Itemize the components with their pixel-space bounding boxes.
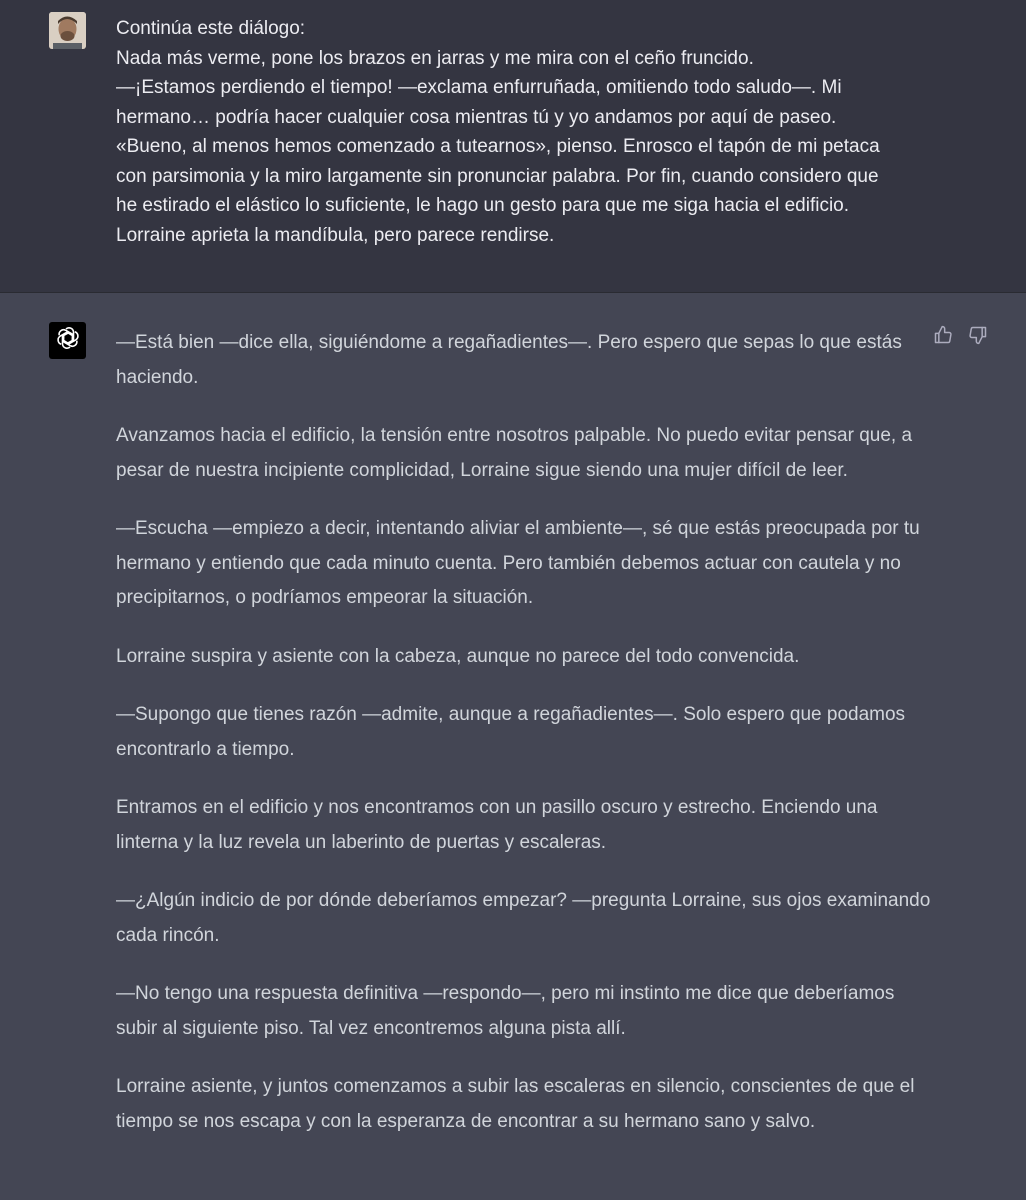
user-message-text <box>116 14 936 250</box>
assistant-paragraph: Avanzamos hacia el edificio, la tensión entre nosotros palpable. No puedo evitar pensar que, a pesar de nuestra incipiente complicidad, Lorraine sigue siendo una mujer difícil de leer. <box>116 425 913 481</box>
user-message-block <box>0 0 1026 293</box>
user-avatar <box>49 12 86 49</box>
user-message-line: con parsimonia y la miro largamente sin pronunciar palabra. Por fin, cuando considero que <box>116 165 879 187</box>
assistant-paragraph: Lorraine asiente, y juntos comenzamos a subir las escaleras en silencio, conscientes de que el tiempo se nos escapa y con la esperanza de encontrar a su hermano sano y salvo. <box>116 1076 915 1132</box>
assistant-paragraph: —Está bien —dice ella, siguiéndome a regañadientes—. Pero espero que sepas lo que estás haciendo. <box>116 332 902 388</box>
user-message-line: «Bueno, al menos hemos comenzado a tutearnos», pienso. Enrosco el tapón de mi petaca <box>116 136 880 157</box>
user-message-line: he estirado el elástico lo suficiente, le hago un gesto para que me siga hacia el edificio. <box>116 195 850 216</box>
user-message-line: hermano… podría hacer cualquier cosa mientras tú y yo andamos por aquí de paseo. <box>116 106 837 128</box>
thumbs-down-button[interactable] <box>966 325 990 349</box>
thumbs-down-icon <box>968 325 988 350</box>
assistant-paragraph: —Supongo que tienes razón —admite, aunque a regañadientes—. Solo espero que podamos encontrarlo a tiempo. <box>116 704 906 760</box>
assistant-paragraph: —Escucha —empiezo a decir, intentando aliviar el ambiente—, sé que estás preocupada por tu hermano y entiendo que cada minuto cuenta. Pero también debemos actuar con cautela y no precipitarnos, o podríamos empeorar la situación. <box>116 518 920 608</box>
thumbs-up-icon <box>933 325 953 350</box>
assistant-message-block <box>0 293 1026 1200</box>
assistant-message-text <box>116 326 936 1163</box>
assistant-paragraph: —¿Algún indicio de por dónde deberíamos empezar? —pregunta Lorraine, sus ojos examinando cada rincón. <box>116 890 931 946</box>
assistant-paragraph: Lorraine suspira y asiente con la cabeza, aunque no parece del todo convencida. <box>116 645 800 667</box>
assistant-avatar <box>49 322 86 359</box>
assistant-paragraph: —No tengo una respuesta definitiva —respondo—, pero mi instinto me dice que deberíamos subir al siguiente piso. Tal vez encontremos alguna pista allí. <box>116 983 895 1039</box>
assistant-paragraph: Entramos en el edificio y nos encontramos con un pasillo oscuro y estrecho. Enciendo una linterna y la luz revela un laberinto de puertas y escaleras. <box>116 797 878 853</box>
user-message-line: —¡Estamos perdiendo el tiempo! —exclama enfurruñada, omitiendo todo saludo—. Mi <box>116 77 842 98</box>
user-message-line: Continúa este diálogo: <box>116 18 306 39</box>
user-message-line: Lorraine aprieta la mandíbula, pero parece rendirse. <box>116 224 555 246</box>
openai-logo-icon <box>55 325 81 356</box>
user-message-line: Nada más verme, pone los brazos en jarras y me mira con el ceño fruncido. <box>116 47 754 69</box>
